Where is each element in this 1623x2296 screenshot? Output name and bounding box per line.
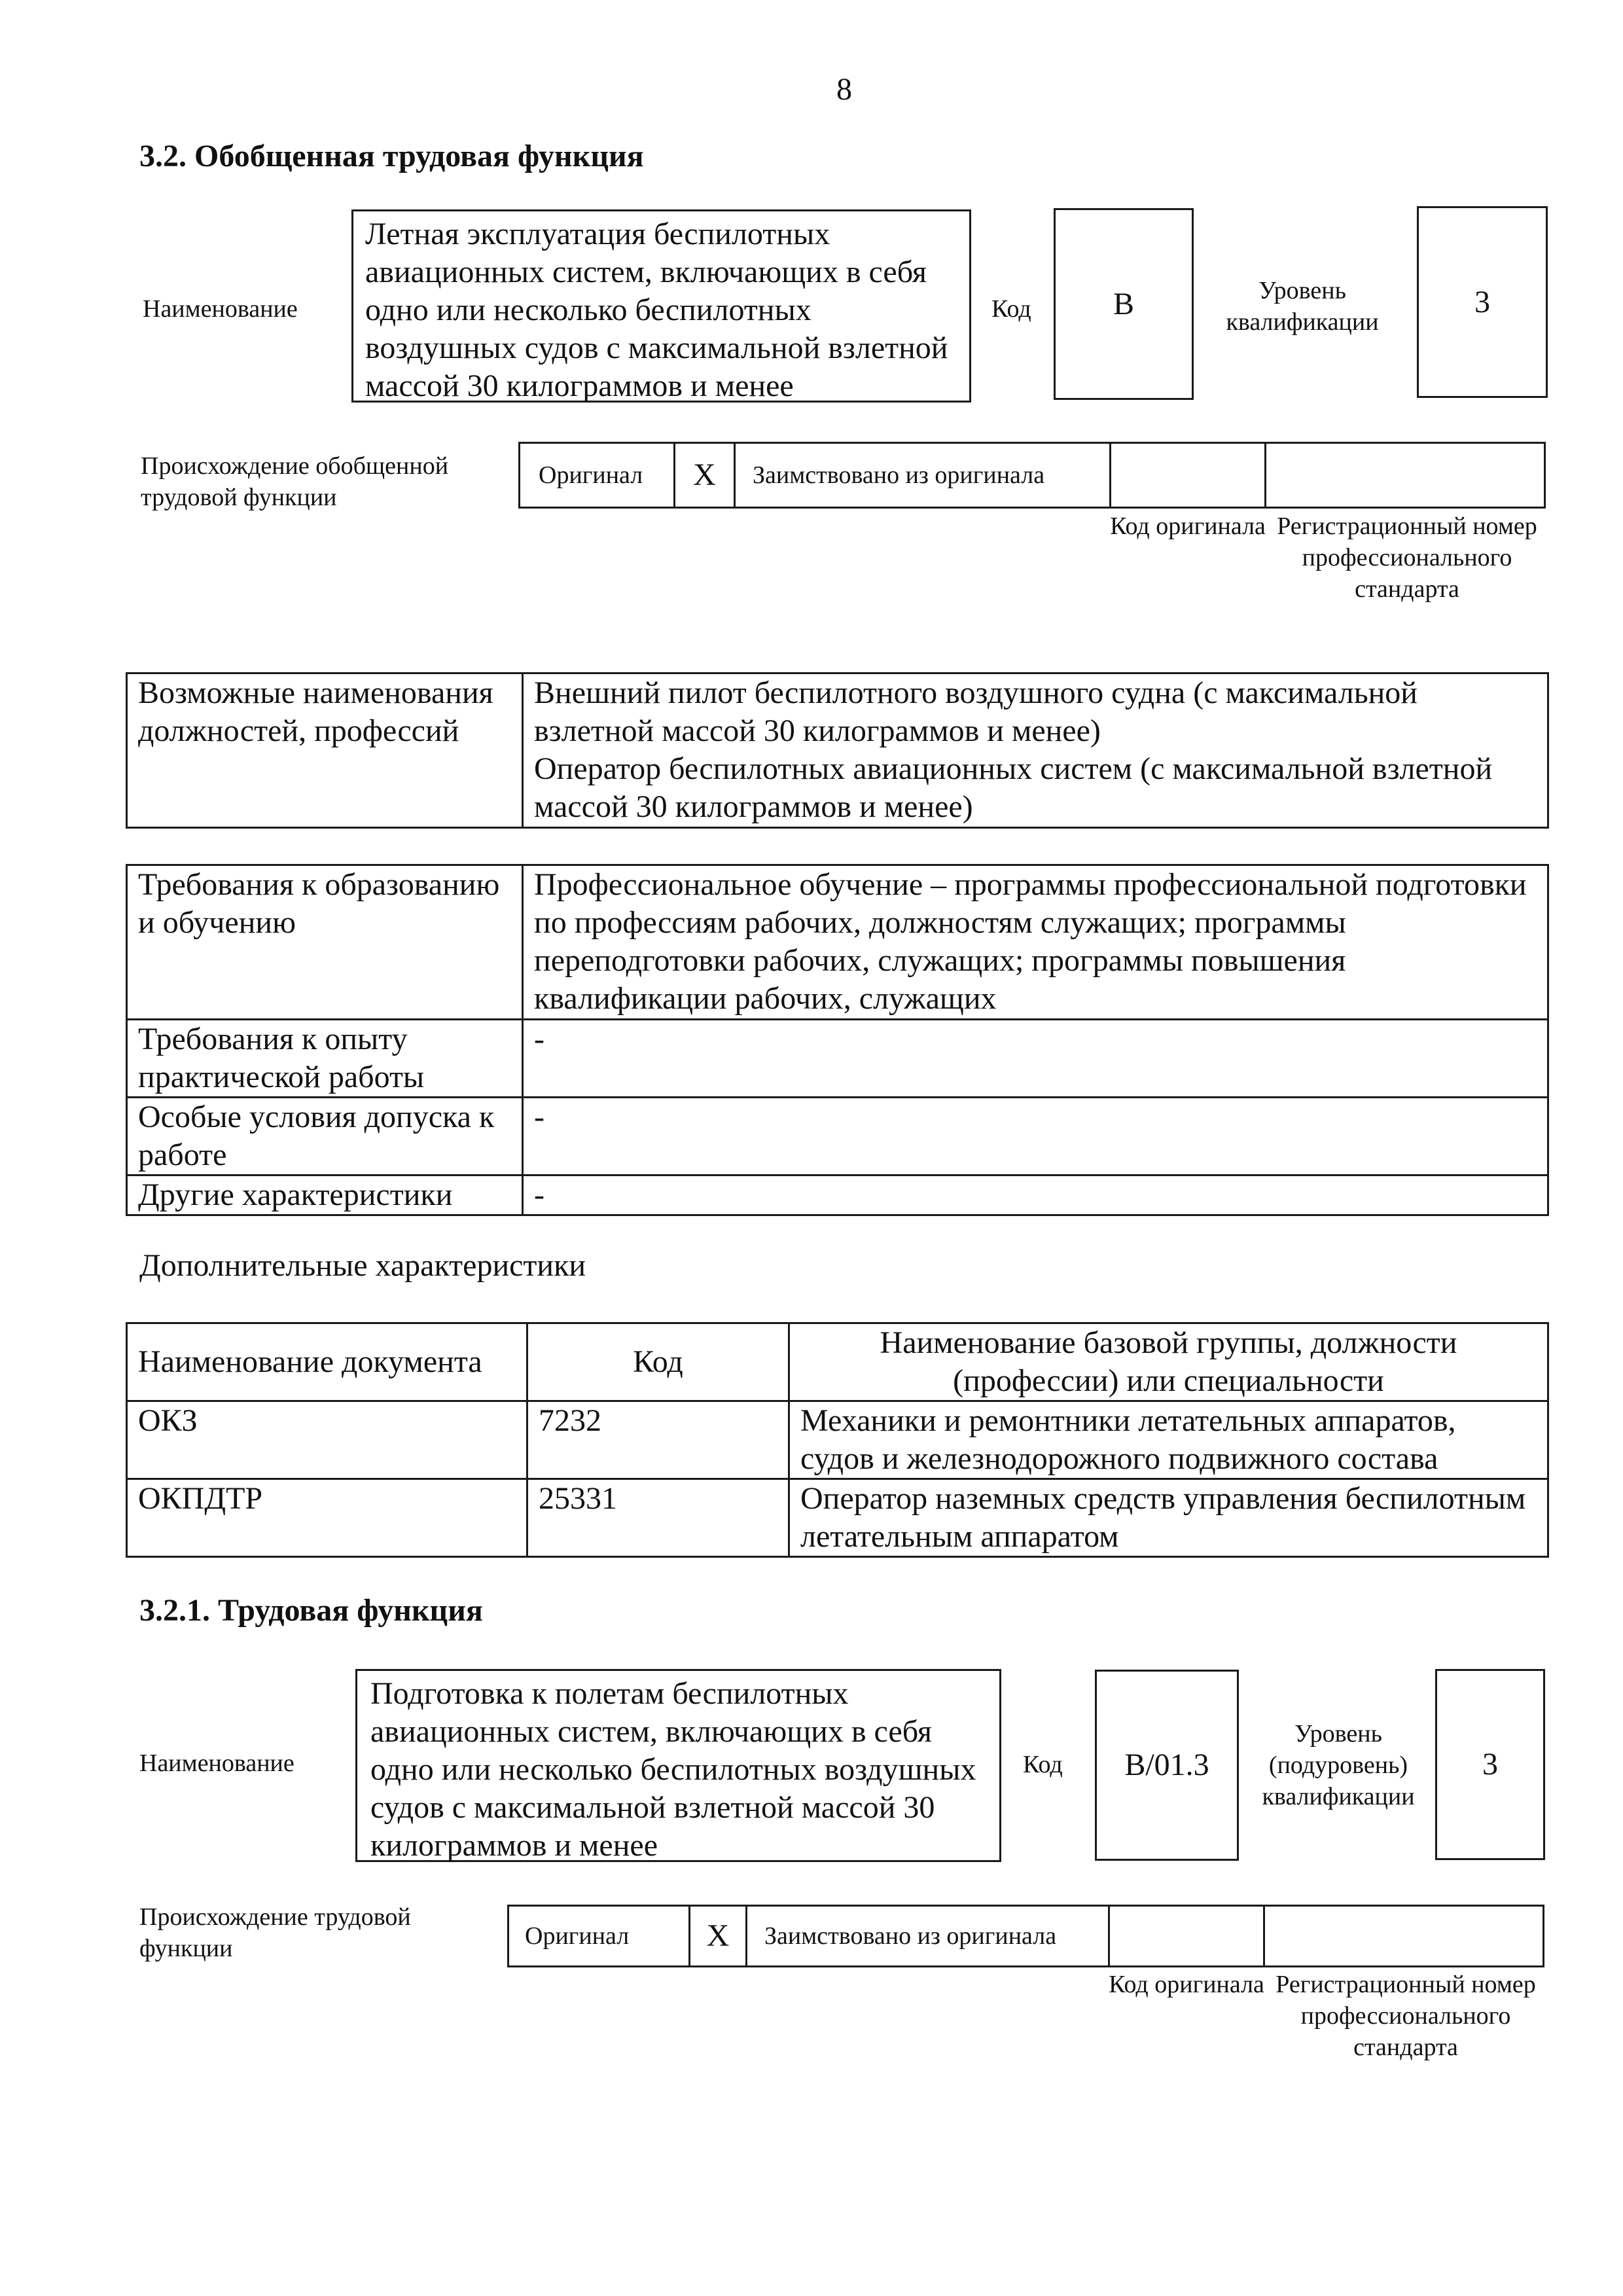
origin-reg-caption: Регистрационный номер профессионального стандарта: [1275, 1971, 1536, 2061]
origin-mark: X: [693, 457, 716, 492]
origin-original-label: Оригинал: [539, 461, 643, 489]
additional-table: [126, 1322, 1549, 1558]
name-label: Наименование: [143, 295, 298, 323]
requirement-label: Требования к опыту практической работы: [127, 1020, 523, 1098]
table-row: [127, 865, 1548, 1020]
function-name-box: [355, 1669, 1001, 1862]
requirement-value: -: [523, 1098, 1548, 1175]
positions-value: Внешний пилот беспилотного воздушного судна (с максимальной взлетной массой 30 килограммов и менее) Оператор беспилотных авиационных систем (с максимальной взлетной массой 30 килограммов и менее): [523, 673, 1548, 828]
origin-borrowed-label: Заимствовано из оригинала: [764, 1922, 1057, 1950]
origin-original-label: Оригинал: [525, 1922, 630, 1950]
requirement-label: Особые условия допуска к работе: [127, 1098, 523, 1175]
function-name-box: [351, 209, 971, 403]
origin-borrowed-cell: [734, 442, 1111, 509]
origin-original-cell: [518, 442, 675, 509]
origin-code-caption: Код оригинала: [1109, 1971, 1264, 1998]
origin-code-cell: [1108, 1905, 1265, 1967]
origin-code-caption: Код оригинала: [1110, 512, 1266, 540]
doc-code-cell: 25331: [527, 1479, 789, 1557]
doc-title-cell: Оператор наземных средств управления беспилотным летательным аппаратом: [789, 1479, 1548, 1557]
requirement-value: -: [523, 1175, 1548, 1215]
code-value-box: [1054, 208, 1194, 400]
name-label: Наименование: [139, 1749, 294, 1777]
function-name-value: Подготовка к полетам беспилотных авиационных систем, включающих в себя одно или несколько беспилотных воздушных судов с максимальной взлетной массой 30 килограммов и менее: [370, 1676, 976, 1863]
positions-table: [126, 672, 1549, 829]
requirement-value: Профессиональное обучение – программы профессиональной подготовки по профессиям рабочих, должностям служащих; программы переподготовки рабочих, служащих; программы повышения квалификации рабочих, служащих: [523, 865, 1548, 1020]
level-value: 3: [1474, 284, 1490, 319]
positions-label: Возможные наименования должностей, профессий: [127, 673, 523, 828]
column-header: Наименование документа: [127, 1323, 527, 1401]
origin-mark-cell: [688, 1905, 747, 1967]
origin-borrowed-cell: [745, 1905, 1110, 1967]
origin-reg-caption: Регистрационный номер профессионального стандарта: [1277, 512, 1537, 603]
table-header-row: [127, 1323, 1548, 1401]
requirement-label: Другие характеристики: [127, 1175, 523, 1215]
column-header: Код: [527, 1323, 789, 1401]
section-heading-3-2: 3.2. Обобщенная трудовая функция: [139, 139, 644, 173]
additional-heading: Дополнительные характеристики: [139, 1248, 586, 1283]
origin-reg-cell: [1263, 1905, 1544, 1967]
code-label: Код: [991, 295, 1031, 323]
function-name-value: Летная эксплуатация беспилотных авиационных систем, включающих в себя одно или несколько беспилотных воздушных судов с максимальной взлетной массой 30 килограммов и менее: [365, 217, 948, 403]
doc-name-cell: ОКЗ: [127, 1401, 527, 1479]
table-row: [127, 1479, 1548, 1557]
code-value: B: [1113, 286, 1134, 321]
table-row: [127, 1098, 1548, 1175]
origin-reg-cell: [1264, 442, 1546, 509]
column-header: Наименование базовой группы, должности (профессии) или специальности: [789, 1323, 1548, 1401]
section-heading-3-2-1: 3.2.1. Трудовая функция: [139, 1593, 483, 1628]
doc-title-cell: Механики и ремонтники летательных аппаратов, судов и железнодорожного подвижного состава: [789, 1401, 1548, 1479]
level-value-box: [1435, 1669, 1545, 1860]
page-number: 8: [836, 72, 852, 107]
table-row: [127, 1175, 1548, 1215]
origin-label: Происхождение обобщенной трудовой функции: [141, 452, 449, 511]
doc-code-cell: 7232: [527, 1401, 789, 1479]
code-value-box: [1095, 1670, 1239, 1861]
origin-borrowed-label: Заимствовано из оригинала: [753, 461, 1045, 489]
origin-original-cell: [507, 1905, 690, 1967]
origin-label: Происхождение трудовой функции: [139, 1903, 411, 1962]
code-value: B/01.3: [1124, 1748, 1209, 1782]
origin-mark-cell: [673, 442, 736, 509]
table-row: [127, 673, 1548, 828]
code-label: Код: [1023, 1751, 1063, 1778]
origin-code-cell: [1109, 442, 1266, 509]
level-value-box: [1417, 206, 1548, 398]
requirement-label: Требования к образованию и обучению: [127, 865, 523, 1020]
level-value: 3: [1482, 1747, 1498, 1782]
doc-name-cell: ОКПДТР: [127, 1479, 527, 1557]
level-label: Уровень квалификации: [1226, 277, 1379, 336]
origin-mark: X: [706, 1918, 730, 1953]
requirements-table: [126, 864, 1549, 1216]
table-row: [127, 1401, 1548, 1479]
table-row: [127, 1020, 1548, 1098]
requirement-value: -: [523, 1020, 1548, 1098]
level-label: Уровень (подуровень) квалификации: [1262, 1720, 1415, 1810]
